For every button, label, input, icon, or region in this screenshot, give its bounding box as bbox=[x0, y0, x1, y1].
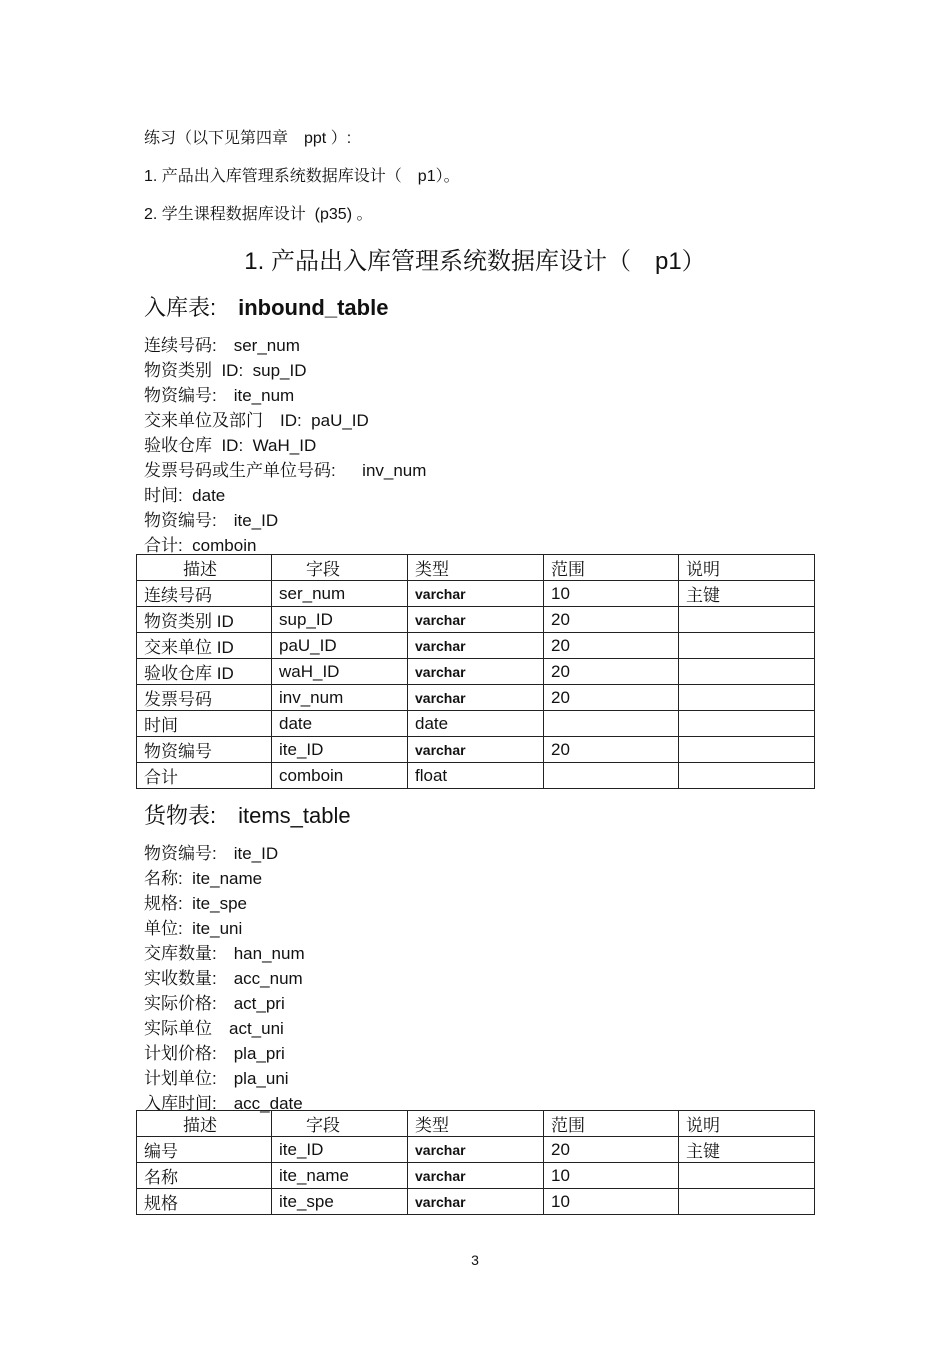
inbound-field: 验收仓库 ID: WaH_ID bbox=[144, 436, 317, 455]
table-header-row bbox=[137, 555, 815, 581]
table-cell bbox=[679, 1189, 815, 1215]
table-cell: 20 bbox=[544, 685, 679, 711]
table-cell: inv_num bbox=[272, 685, 408, 711]
table-cell: 20 bbox=[544, 1137, 679, 1163]
inbound-field: 时间: date bbox=[144, 486, 226, 505]
inbound-field: 发票号码或生产单位号码: inv_num bbox=[144, 461, 427, 480]
table-cell bbox=[679, 1163, 815, 1189]
table-cell: 10 bbox=[544, 1189, 679, 1215]
inbound-heading bbox=[144, 291, 388, 322]
items-field: 单位: ite_uni bbox=[144, 919, 243, 938]
inbound-field: 物资编号: ite_num bbox=[144, 386, 295, 405]
items-field: 入库时间: acc_date bbox=[144, 1094, 303, 1113]
column-header: 类型 bbox=[408, 555, 544, 581]
intro-line-1: 练习（以下见第四章 ppt ）: bbox=[144, 130, 352, 147]
main-title: 1. 产品出入库管理系统数据库设计（ p1） bbox=[244, 248, 706, 275]
table-row bbox=[137, 633, 815, 659]
table-row bbox=[137, 607, 815, 633]
table-cell: ser_num bbox=[272, 581, 408, 607]
table-cell: float bbox=[408, 763, 544, 789]
table-cell: date bbox=[272, 711, 408, 737]
table-cell: 物资编号 bbox=[137, 737, 272, 763]
table-cell bbox=[679, 737, 815, 763]
column-header: 范围 bbox=[544, 1111, 679, 1137]
table-cell: 10 bbox=[544, 581, 679, 607]
items-field: 实际单位 act_uni bbox=[144, 1019, 284, 1038]
table-cell: 名称 bbox=[137, 1163, 272, 1189]
table-cell: sup_ID bbox=[272, 607, 408, 633]
table-cell: ite_ID bbox=[272, 737, 408, 763]
table-cell: 验收仓库 ID bbox=[137, 659, 272, 685]
table-cell: 20 bbox=[544, 607, 679, 633]
items-heading-en: items_table bbox=[238, 803, 351, 828]
column-header: 描述 bbox=[137, 555, 272, 581]
inbound-field: 物资编号: ite_ID bbox=[144, 511, 279, 530]
table-cell: varchar bbox=[408, 685, 544, 711]
table-cell bbox=[679, 633, 815, 659]
table-cell: 20 bbox=[544, 737, 679, 763]
column-header: 说明 bbox=[679, 1111, 815, 1137]
inbound-field: 交来单位及部门 ID: paU_ID bbox=[144, 411, 369, 430]
items-field: 规格: ite_spe bbox=[144, 894, 247, 913]
table-cell: ite_ID bbox=[272, 1137, 408, 1163]
table-row bbox=[137, 1189, 815, 1215]
table-cell: varchar bbox=[408, 581, 544, 607]
items-field: 计划价格: pla_pri bbox=[144, 1044, 285, 1063]
items-field: 计划单位: pla_uni bbox=[144, 1069, 289, 1088]
table-cell: 20 bbox=[544, 659, 679, 685]
table-cell: 主键 bbox=[679, 581, 815, 607]
page-number: 3 bbox=[471, 1252, 479, 1268]
table-cell: varchar bbox=[408, 659, 544, 685]
table-header-row bbox=[137, 1111, 815, 1137]
table-cell bbox=[679, 659, 815, 685]
table-cell: 物资类别 ID bbox=[137, 607, 272, 633]
column-header: 字段 bbox=[272, 555, 408, 581]
table-cell: date bbox=[408, 711, 544, 737]
items-field: 交库数量: han_num bbox=[144, 944, 305, 963]
table-cell: varchar bbox=[408, 1137, 544, 1163]
inbound-heading-cn: 入库表: bbox=[144, 295, 239, 320]
table-cell: 合计 bbox=[137, 763, 272, 789]
table-cell: varchar bbox=[408, 1163, 544, 1189]
table-cell: ite_spe bbox=[272, 1189, 408, 1215]
table-cell: varchar bbox=[408, 737, 544, 763]
column-header: 范围 bbox=[544, 555, 679, 581]
table-cell bbox=[679, 607, 815, 633]
table-cell: 主键 bbox=[679, 1137, 815, 1163]
table-cell bbox=[544, 763, 679, 789]
table-cell: 连续号码 bbox=[137, 581, 272, 607]
column-header: 字段 bbox=[272, 1111, 408, 1137]
table-cell: paU_ID bbox=[272, 633, 408, 659]
table-row bbox=[137, 737, 815, 763]
inbound-schema-table bbox=[136, 554, 815, 789]
inbound-field: 合计: comboin bbox=[144, 536, 257, 555]
intro-line-3: 2. 学生课程数据库设计 (p35) 。 bbox=[144, 206, 373, 223]
table-row bbox=[137, 763, 815, 789]
table-row bbox=[137, 685, 815, 711]
inbound-field: 连续号码: ser_num bbox=[144, 336, 300, 355]
inbound-heading-en: inbound_table bbox=[238, 295, 389, 320]
table-cell: varchar bbox=[408, 607, 544, 633]
table-cell: comboin bbox=[272, 763, 408, 789]
table-cell: ite_name bbox=[272, 1163, 408, 1189]
table-row bbox=[137, 1163, 815, 1189]
table-cell bbox=[679, 763, 815, 789]
table-cell: 时间 bbox=[137, 711, 272, 737]
table-cell: 发票号码 bbox=[137, 685, 272, 711]
table-row bbox=[137, 659, 815, 685]
table-cell: varchar bbox=[408, 633, 544, 659]
column-header: 类型 bbox=[408, 1111, 544, 1137]
table-row bbox=[137, 711, 815, 737]
items-heading-cn: 货物表: bbox=[144, 803, 239, 828]
items-field: 物资编号: ite_ID bbox=[144, 844, 279, 863]
table-cell bbox=[544, 711, 679, 737]
table-cell: 规格 bbox=[137, 1189, 272, 1215]
table-row bbox=[137, 1137, 815, 1163]
items-schema-table bbox=[136, 1110, 815, 1215]
table-cell: 交来单位 ID bbox=[137, 633, 272, 659]
table-cell: 编号 bbox=[137, 1137, 272, 1163]
column-header: 描述 bbox=[137, 1111, 272, 1137]
items-field: 实际价格: act_pri bbox=[144, 994, 285, 1013]
table-cell: varchar bbox=[408, 1189, 544, 1215]
table-cell: waH_ID bbox=[272, 659, 408, 685]
column-header: 说明 bbox=[679, 555, 815, 581]
items-field: 名称: ite_name bbox=[144, 869, 263, 888]
intro-line-2: 1. 产品出入库管理系统数据库设计（ p1）。 bbox=[144, 168, 460, 185]
table-cell bbox=[679, 685, 815, 711]
table-cell: 20 bbox=[544, 633, 679, 659]
inbound-field: 物资类别 ID: sup_ID bbox=[144, 361, 307, 380]
table-cell bbox=[679, 711, 815, 737]
table-row bbox=[137, 581, 815, 607]
items-heading bbox=[144, 799, 351, 830]
items-field: 实收数量: acc_num bbox=[144, 969, 303, 988]
table-cell: 10 bbox=[544, 1163, 679, 1189]
